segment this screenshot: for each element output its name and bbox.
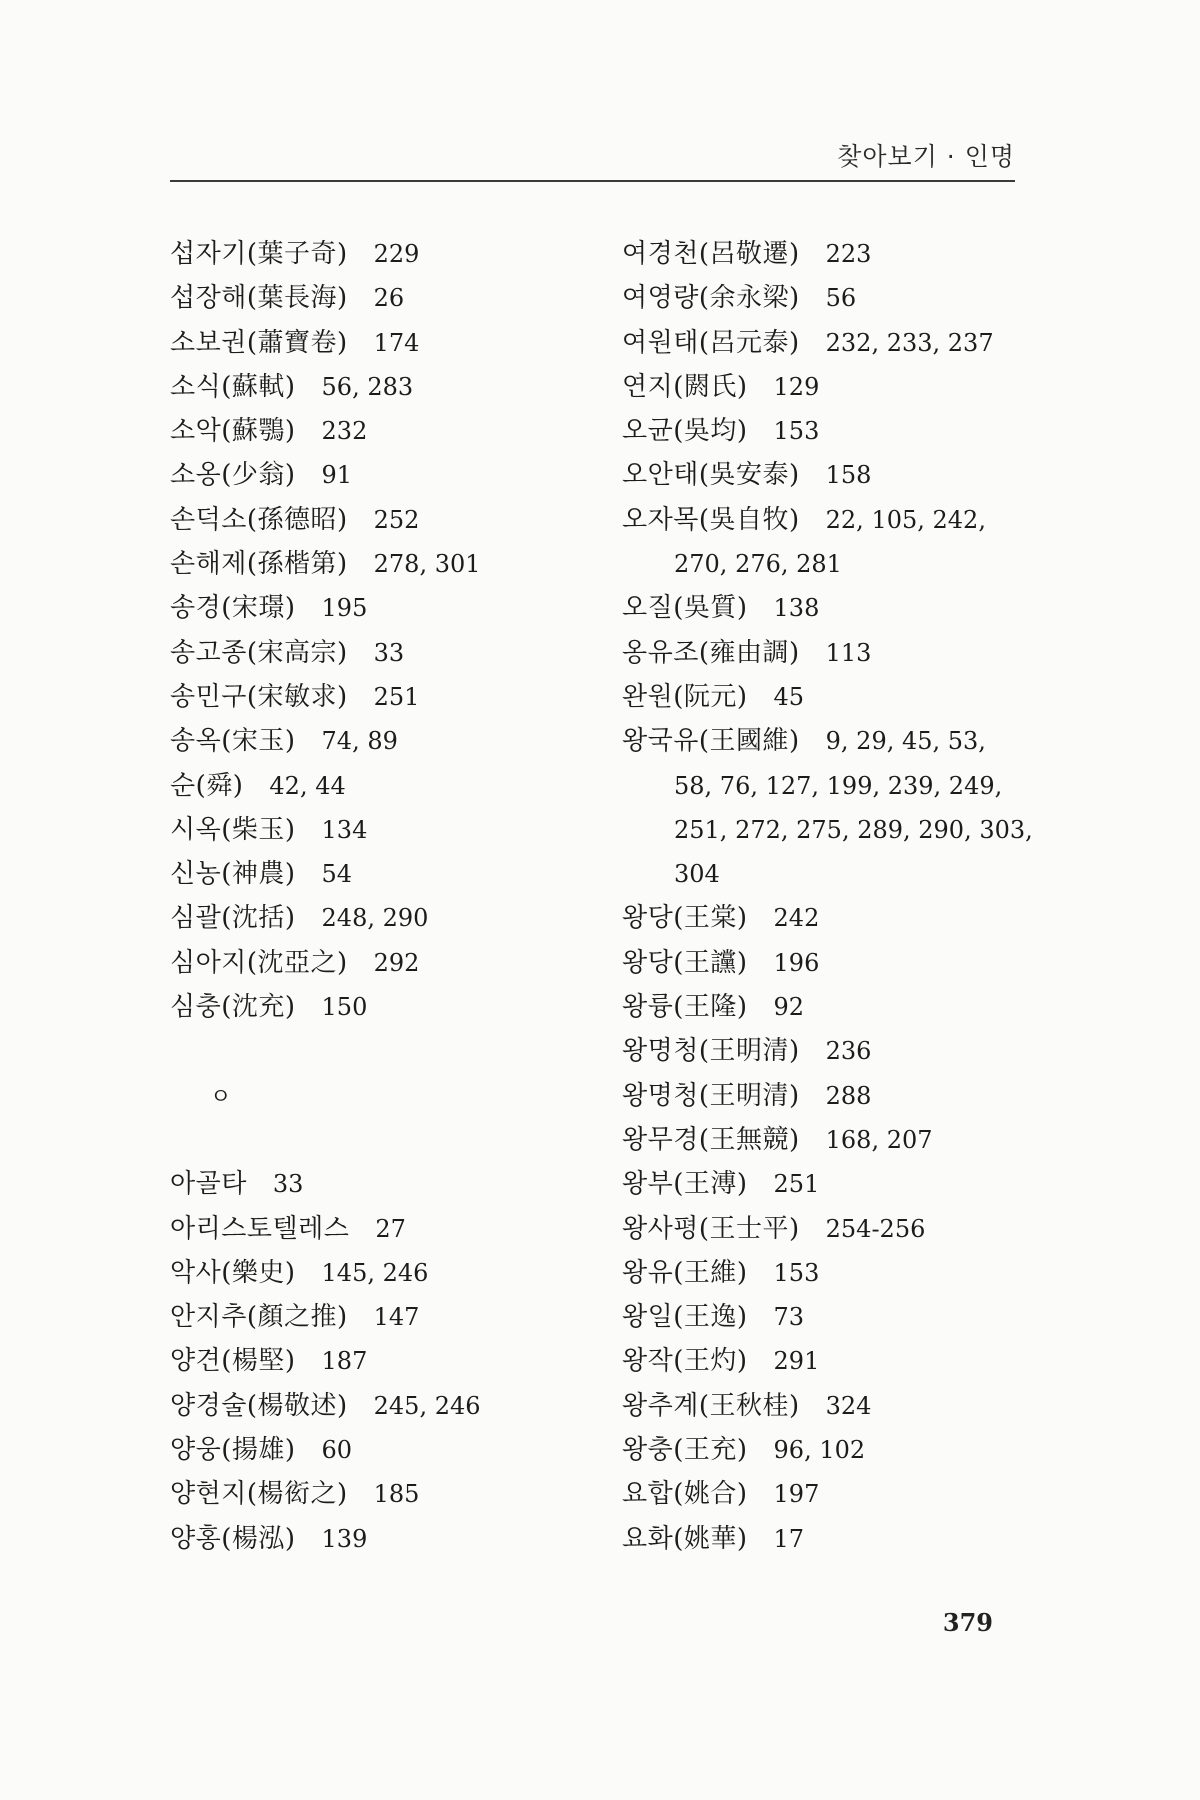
- index-entry: [170, 1162, 600, 1206]
- entry-pages: 96, 102: [773, 1436, 866, 1465]
- entry-pages: 187: [321, 1347, 368, 1376]
- entry-name: 심괄(沈括): [170, 903, 296, 934]
- index-entry: [622, 365, 1022, 409]
- index-entry-continuation: [622, 542, 1022, 586]
- index-entry-continuation: [622, 808, 1033, 852]
- entry-name: 요합(姚合): [622, 1479, 748, 1510]
- index-entry: [170, 1384, 600, 1428]
- entry-pages: 254-256: [825, 1214, 926, 1243]
- index-column-left: [170, 232, 600, 1561]
- entry-pages: 92: [773, 993, 805, 1022]
- entry-name: 연지(閼氏): [622, 371, 748, 402]
- index-entry: [622, 896, 1022, 940]
- entry-pages: 138: [773, 594, 820, 623]
- entry-name: 양홍(楊泓): [170, 1523, 296, 1554]
- entry-pages: 197: [773, 1480, 820, 1509]
- entry-name: 순(舜): [170, 770, 244, 801]
- entry-name: 여경천(呂敬遷): [622, 239, 800, 269]
- entry-pages: 27: [375, 1214, 406, 1243]
- entry-pages: 232, 233, 237: [825, 328, 994, 357]
- entry-name: 송옥(宋玉): [170, 726, 296, 757]
- index-entry: [622, 1384, 1022, 1428]
- entry-name: 왕추계(王秋桂): [622, 1390, 800, 1421]
- index-entry: [170, 409, 600, 453]
- entry-name: 왕륭(王隆): [622, 992, 748, 1023]
- entry-pages: 74, 89: [321, 727, 398, 756]
- entry-name: 왕사평(王士平): [622, 1213, 800, 1244]
- entry-name: 왕명청(王明清): [622, 1080, 800, 1111]
- index-entry: [170, 631, 600, 675]
- index-entry: [170, 1428, 600, 1472]
- entry-name: 소악(蘇鶚): [170, 416, 296, 447]
- page-number: 379: [942, 1608, 993, 1637]
- index-entry: [170, 808, 600, 852]
- entry-name: 양경술(楊敬述): [170, 1390, 348, 1421]
- index-entry: [622, 675, 1022, 719]
- entry-pages: 174: [373, 328, 420, 357]
- index-entry: [622, 1118, 1022, 1162]
- entry-name: 오균(吳均): [622, 416, 748, 447]
- index-entry: [622, 1251, 1022, 1295]
- entry-pages: 33: [373, 638, 405, 667]
- index-entry: [170, 1251, 600, 1295]
- index-entry: [622, 1074, 1022, 1118]
- entry-name: 섭자기(葉子奇): [170, 239, 348, 269]
- index-entry: [622, 1162, 1022, 1206]
- entry-name: 왕충(王充): [622, 1435, 748, 1466]
- entry-name: 안지추(顏之推): [170, 1302, 348, 1333]
- index-entry: [622, 719, 1022, 763]
- entry-pages: 26: [373, 284, 405, 313]
- entry-pages: 251: [373, 682, 420, 711]
- index-entry: [170, 498, 600, 542]
- entry-pages: 73: [773, 1303, 805, 1332]
- entry-pages: 134: [321, 815, 368, 844]
- index-entry: [170, 1207, 600, 1251]
- index-entry: [170, 586, 600, 630]
- entry-name: 소식(蘇軾): [170, 371, 296, 402]
- index-entry: [170, 321, 600, 365]
- entry-pages: 248, 290: [321, 904, 429, 933]
- entry-pages: 291: [773, 1347, 820, 1376]
- index-entry: [622, 1029, 1022, 1073]
- entry-pages: 251: [773, 1170, 820, 1199]
- entry-name: 손해제(孫楷第): [170, 549, 348, 580]
- entry-name: 여영량(余永梁): [622, 283, 800, 314]
- entry-name: 왕부(王溥): [622, 1169, 748, 1200]
- index-entry: [622, 1517, 1022, 1561]
- entry-pages: 113: [825, 638, 872, 667]
- index-entry: [622, 1472, 1022, 1516]
- entry-name: 옹유조(雍由調): [622, 637, 800, 668]
- entry-pages: 145, 246: [321, 1258, 429, 1287]
- entry-name: 양웅(揚雄): [170, 1435, 296, 1466]
- index-entry: [170, 1472, 600, 1516]
- section-letter: ㅇ: [210, 1084, 232, 1110]
- index-entry: [622, 941, 1022, 985]
- entry-name: 아골타: [170, 1169, 247, 1200]
- index-entry: [170, 764, 600, 808]
- entry-name: 소보권(蕭寶卷): [170, 327, 348, 358]
- index-entry: [622, 985, 1022, 1029]
- entry-pages: 195: [321, 594, 368, 623]
- entry-name: 왕당(王棠): [622, 903, 748, 934]
- entry-pages-continued: 270, 276, 281: [674, 550, 842, 579]
- index-entry: [622, 276, 1022, 320]
- index-entry: [622, 409, 1022, 453]
- index-entry: [622, 1295, 1022, 1339]
- entry-pages: 33: [272, 1170, 304, 1199]
- entry-name: 양견(楊堅): [170, 1346, 296, 1377]
- index-entry: [170, 232, 600, 276]
- entry-pages: 229: [373, 240, 420, 268]
- entry-pages: 22, 105, 242,: [825, 505, 986, 534]
- index-entry: [622, 1428, 1022, 1472]
- entry-pages: 292: [373, 948, 420, 977]
- index-entry: [170, 1295, 600, 1339]
- entry-name: 여원태(呂元泰): [622, 327, 800, 358]
- entry-pages: 223: [825, 240, 872, 268]
- entry-pages: 17: [773, 1524, 805, 1553]
- entry-name: 왕일(王逸): [622, 1302, 748, 1333]
- index-entry: [170, 719, 600, 763]
- index-entry: [622, 1207, 1022, 1251]
- entry-name: 왕유(王維): [622, 1257, 748, 1288]
- entry-name: 아리스토텔레스: [170, 1213, 350, 1244]
- index-column-right: [622, 232, 1033, 1561]
- entry-pages: 252: [373, 505, 420, 534]
- entry-name: 심충(沈充): [170, 992, 296, 1023]
- index-entry: [170, 365, 600, 409]
- entry-pages: 185: [373, 1480, 420, 1509]
- blank-line: [170, 1118, 600, 1162]
- index-entry: [622, 1339, 1022, 1383]
- entry-pages: 56, 283: [321, 372, 414, 401]
- entry-name: 섭장해(葉長海): [170, 283, 348, 314]
- entry-pages-continued: 304: [674, 860, 720, 889]
- entry-pages: 153: [773, 417, 820, 446]
- entry-pages: 245, 246: [373, 1391, 481, 1420]
- index-entry: [170, 675, 600, 719]
- index-entry: [170, 276, 600, 320]
- index-entry: [170, 453, 600, 497]
- entry-name: 손덕소(孫德昭): [170, 504, 348, 535]
- entry-name: 왕당(王讜): [622, 947, 748, 978]
- header-rule: [170, 180, 1015, 182]
- entry-pages: 139: [321, 1524, 368, 1553]
- entry-pages: 147: [373, 1303, 420, 1332]
- entry-name: 심아지(沈亞之): [170, 947, 348, 978]
- entry-name: 소옹(少翁): [170, 460, 296, 491]
- index-entry-continuation: [622, 852, 1022, 896]
- entry-name: 왕작(王灼): [622, 1346, 748, 1377]
- entry-pages: 42, 44: [269, 771, 346, 800]
- index-entry: [622, 631, 1022, 675]
- blank-line: [170, 1029, 600, 1073]
- entry-pages: 278, 301: [373, 550, 481, 579]
- entry-pages: 242: [773, 904, 820, 933]
- entry-name: 신농(神農): [170, 859, 296, 890]
- entry-pages: 9, 29, 45, 53,: [825, 727, 986, 756]
- entry-name: 송고종(宋高宗): [170, 637, 348, 668]
- entry-name: 시옥(柴玉): [170, 814, 296, 845]
- entry-pages: 56: [825, 284, 857, 313]
- entry-pages: 288: [825, 1081, 872, 1110]
- entry-name: 왕국유(王國維): [622, 726, 800, 757]
- index-entry: [170, 1517, 600, 1561]
- entry-name: 왕무경(王無競): [622, 1124, 800, 1155]
- index-entry: [170, 852, 600, 896]
- index-entry: [170, 1339, 600, 1383]
- index-entry: [622, 453, 1022, 497]
- entry-pages: 232: [321, 417, 368, 446]
- entry-name: 양현지(楊衒之): [170, 1479, 348, 1510]
- index-entry: [622, 321, 1022, 365]
- entry-pages: 196: [773, 948, 820, 977]
- index-entry: [170, 896, 600, 940]
- entry-name: 악사(樂史): [170, 1257, 296, 1288]
- index-entry: [170, 542, 600, 586]
- index-entry: [622, 498, 1022, 542]
- entry-name: 오질(吳質): [622, 593, 748, 624]
- entry-pages: 158: [825, 461, 872, 490]
- entry-pages: 91: [321, 461, 353, 490]
- section-heading: [170, 1074, 600, 1118]
- index-entry: [170, 941, 600, 985]
- entry-pages: 150: [321, 993, 368, 1022]
- index-entry: [622, 586, 1022, 630]
- running-head: 찾아보기 · 인명: [837, 142, 1015, 171]
- entry-name: 송경(宋璟): [170, 593, 296, 624]
- entry-pages: 60: [321, 1436, 353, 1465]
- entry-pages: 236: [825, 1037, 872, 1066]
- entry-name: 왕명청(王明清): [622, 1036, 800, 1067]
- index-entry: [170, 985, 600, 1029]
- entry-pages: 45: [773, 682, 805, 711]
- index-entry-continuation: [622, 764, 1022, 808]
- entry-pages-continued: 251, 272, 275, 289, 290, 303,: [674, 815, 1033, 844]
- entry-pages: 153: [773, 1258, 820, 1287]
- entry-pages-continued: 58, 76, 127, 199, 239, 249,: [674, 771, 1003, 800]
- entry-name: 송민구(宋敏求): [170, 681, 348, 712]
- index-entry: [622, 232, 1022, 276]
- entry-name: 요화(姚華): [622, 1523, 748, 1554]
- entry-pages: 324: [825, 1391, 872, 1420]
- entry-pages: 54: [321, 860, 353, 889]
- entry-pages: 168, 207: [825, 1125, 933, 1154]
- entry-name: 완원(阮元): [622, 681, 748, 712]
- entry-name: 오자목(吳自牧): [622, 504, 800, 535]
- entry-name: 오안태(吳安泰): [622, 460, 800, 491]
- entry-pages: 129: [773, 372, 820, 401]
